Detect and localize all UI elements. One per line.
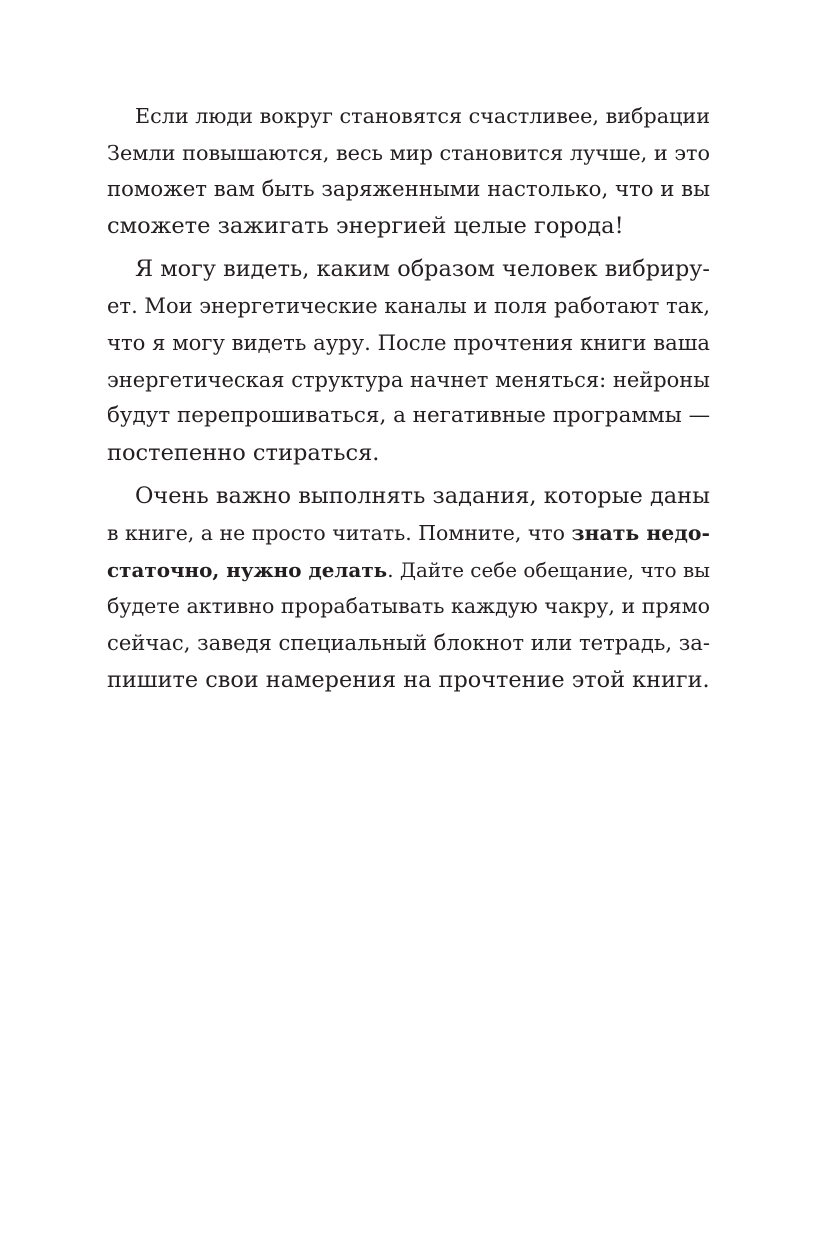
text-line: что я могу видеть ауру. После прочтения книги ваша xyxy=(107,329,710,355)
text-line: сейчас, заведя специальный блокнот или тетрадь, за- xyxy=(107,630,710,656)
text-line: будут перепрошиваться, а негативные программы — xyxy=(107,403,711,429)
plain-text: . Дайте себе обещание, что вы xyxy=(387,558,711,582)
text-line xyxy=(107,515,710,552)
text-line: Если люди вокруг становятся счастливее, вибрации xyxy=(135,104,710,128)
text-line: энергетическая структура начнет меняться: нейроны xyxy=(107,367,710,392)
text-line: Земли повышаются, весь мир становится лучше, и это xyxy=(107,140,710,165)
text-line: Я могу видеть, каким образом человек вибриру- xyxy=(135,256,710,283)
text-line: сможете зажигать энергией целые города! xyxy=(107,213,624,240)
text-line: пишите свои намерения на прочтение этой книги. xyxy=(107,666,710,693)
text-line: поможет вам быть заряженными настолько, что и вы xyxy=(107,176,710,202)
text-line: постепенно стираться. xyxy=(107,440,380,467)
paragraph-2 xyxy=(107,251,710,472)
text-line: Очень важно выполнять задания, которые даны xyxy=(135,482,710,509)
paragraph-3 xyxy=(107,478,710,699)
plain-text: в книге, а не просто читать. Помните, что xyxy=(107,520,572,545)
emphasis-text: статочно, нужно делать xyxy=(107,557,388,582)
paragraph-1 xyxy=(107,98,710,245)
emphasis-text: знать недо- xyxy=(571,520,710,545)
text-line: ет. Мои энергетические каналы и поля работают так, xyxy=(107,292,710,318)
body-text xyxy=(107,98,710,705)
text-line: будете активно прорабатывать каждую чакру, и прямо xyxy=(107,594,710,619)
text-line xyxy=(107,552,710,589)
